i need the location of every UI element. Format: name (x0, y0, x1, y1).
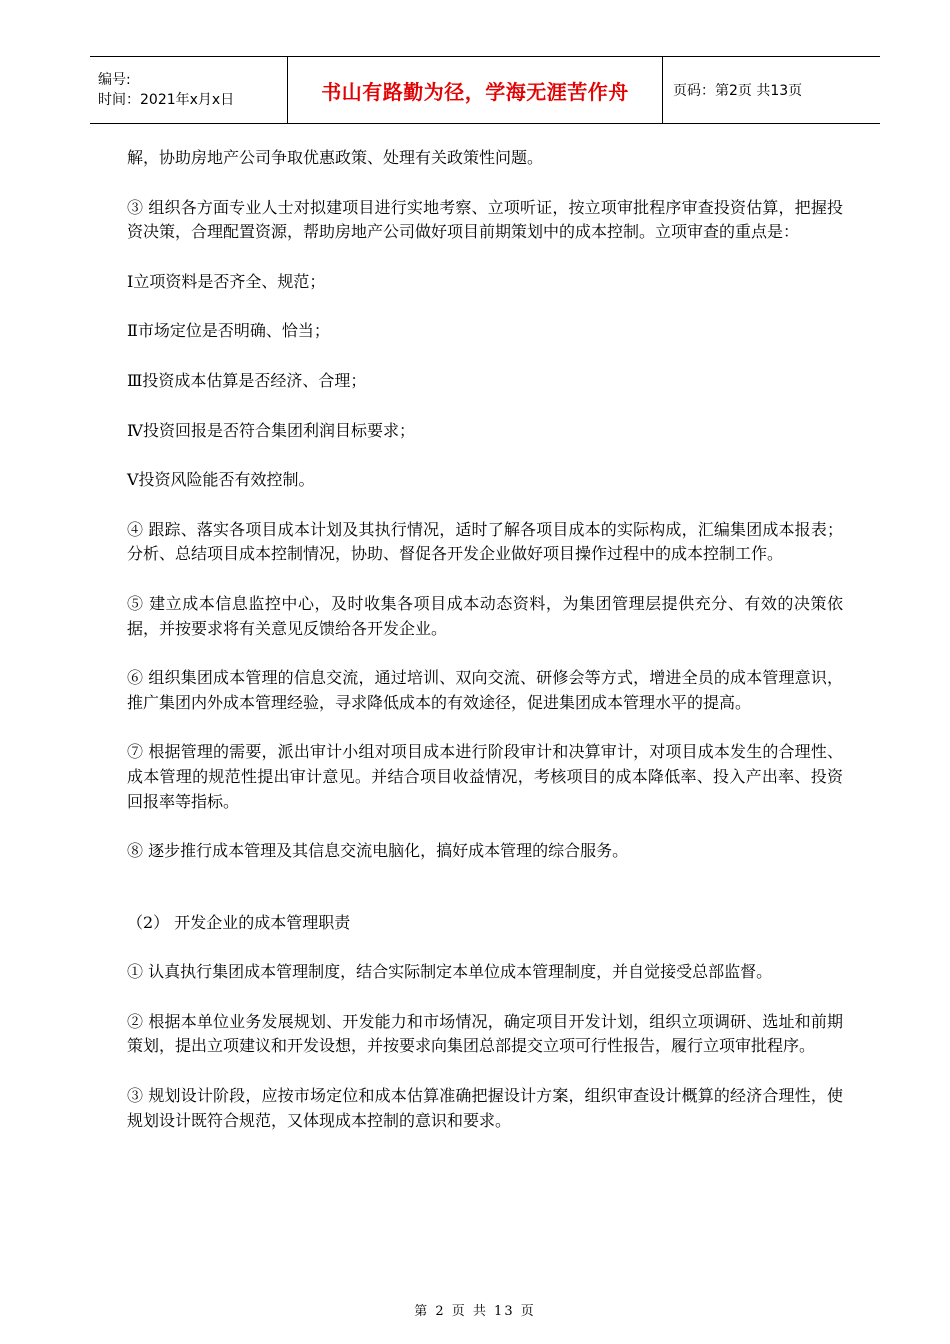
paragraph: 解，协助房地产公司争取优惠政策、处理有关政策性问题。 (127, 148, 544, 167)
section-heading: （2） 开发企业的成本管理职责 (127, 912, 351, 932)
paragraph: ① 认真执行集团成本管理制度，结合实际制定本单位成本管理制度，并自觉接受总部监督。 (127, 962, 773, 982)
list-item: Ⅱ市场定位是否明确、恰当； (127, 321, 330, 341)
page-footer: 第 2 页 共 13 页 (414, 1304, 536, 1319)
paragraph: ③ 规划设计阶段，应按市场定位和成本估算准确把握设计方案，组织审查设计概算的经济合理性，使规划设计既符合规范，又体现成本控制的意识和要求。 (127, 1086, 843, 1130)
paragraph: ⑥ 组织集团成本管理的信息交流，通过培训、双向交流、研修会等方式，增进全员的成本管理意识，推广集团内外成本管理经验，寻求降低成本的有效途径，促进集团成本管理水平的提高。 (127, 668, 843, 712)
list-item: Ⅲ投资成本估算是否经济、合理； (127, 370, 367, 390)
header-page-label: 页码：第2页 共13页 (673, 83, 803, 99)
paragraph: ④ 跟踪、落实各项目成本计划及其执行情况，适时了解各项目成本的实际构成，汇编集团成本报表；分析、总结项目成本控制情况，协助、督促各开发企业做好项目操作过程中的成本控制工作。 (127, 519, 843, 564)
paragraph: ② 根据本单位业务发展规划、开发能力和市场情况，确定项目开发计划，组织立项调研、选址和前期策划，提出立项建议和开发设想，并按要求向集团总部提交立项可行性报告，履行立项审批程序。 (127, 1011, 843, 1056)
document-number-label: 编号: (98, 72, 131, 88)
paragraph: ⑤ 建立成本信息监控中心，及时收集各项目成本动态资料，为集团管理层提供充分、有效的决策依据，并按要求将有关意见反馈给各开发企业。 (127, 593, 843, 638)
list-item: Ⅴ投资风险能否有效控制。 (127, 470, 315, 490)
document-body (127, 146, 843, 1158)
paragraph: ⑦ 根据管理的需要，派出审计小组对项目成本进行阶段审计和决算审计，对项目成本发生的合理性、成本管理的规范性提出审计意见。并结合项目收益情况，考核项目的成本降低率、投入产出率、投资回报率等指标。 (127, 742, 843, 811)
paragraph: ③ 组织各方面专业人士对拟建项目进行实地考察、立项听证，按立项审批程序审查投资估算，把握投资决策，合理配置资源，帮助房地产公司做好项目前期策划中的成本控制。立项审查的重点是： (127, 197, 843, 242)
page-header (90, 56, 880, 124)
list-item: Ⅰ立项资料是否齐全、规范； (127, 271, 326, 291)
header-meta (90, 57, 288, 123)
paragraph: ⑧ 逐步推行成本管理及其信息交流电脑化，搞好成本管理的综合服务。 (127, 841, 629, 861)
document-time-label: 时间：2021年x月x日 (98, 92, 235, 108)
list-item: Ⅳ投资回报是否符合集团利润目标要求； (127, 420, 415, 440)
header-motto: 书山有路勤为径，学海无涯苦作舟 (288, 57, 663, 123)
